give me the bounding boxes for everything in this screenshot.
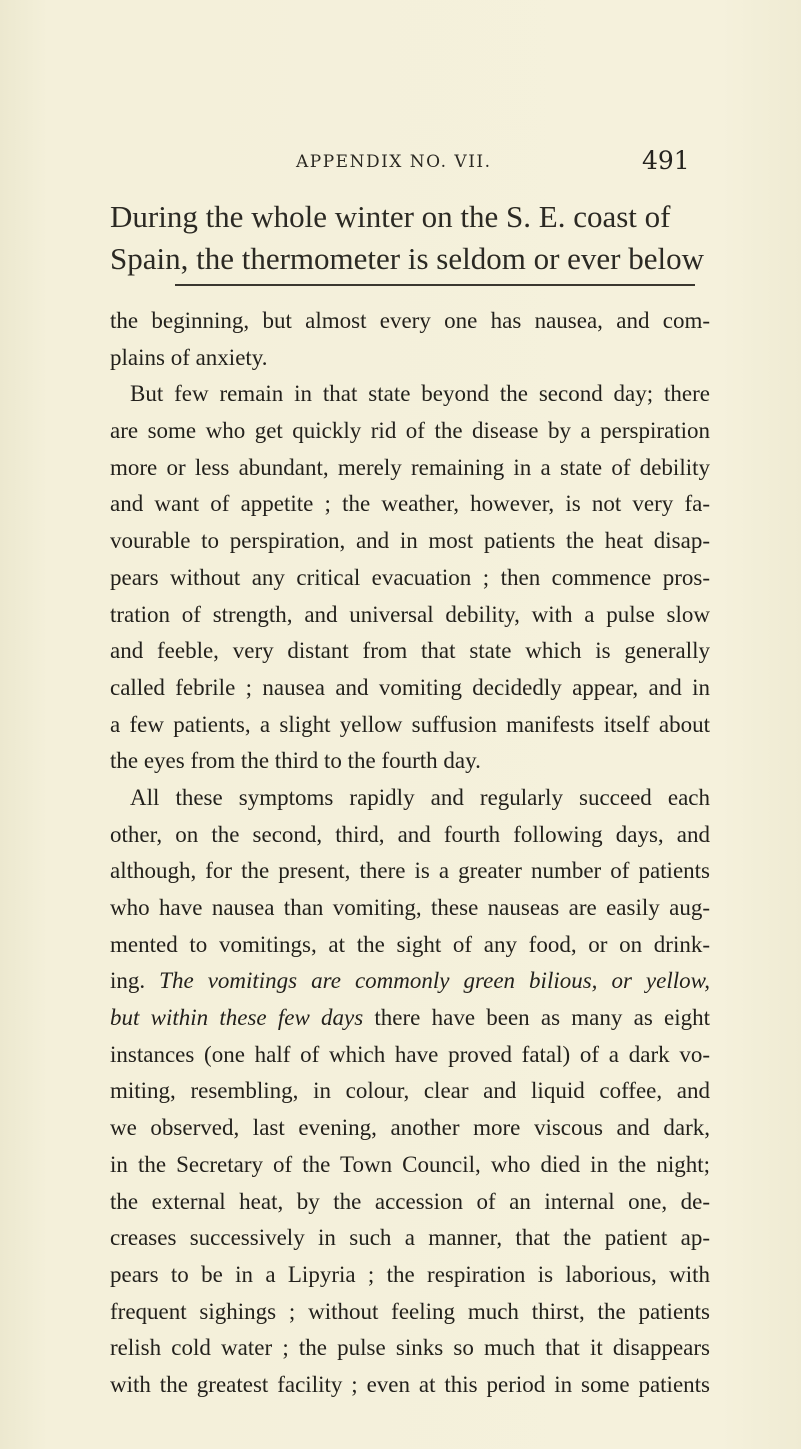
upper-text-line: During the whole winter on the S. E. coast of [110, 199, 671, 234]
upper-text-fragment [110, 196, 720, 280]
upper-text-line: Spain, the thermometer is seldom or ever below [110, 241, 705, 276]
text-line: although, for the present, there is a greater number of patients [110, 858, 710, 884]
text-line: more or less abundant, merely remaining in a state of debility [110, 454, 710, 480]
text-line: pears to be in a Lipyria ; the respiration is laborious, with [110, 1261, 710, 1287]
body-text [110, 303, 710, 1404]
text-line: instances (one half of which have proved fatal) of a dark vo- [110, 1041, 710, 1067]
text-line: plains of anxiety. [110, 344, 268, 370]
text-line: relish cold water ; the pulse sinks so much that it disappears [110, 1335, 710, 1361]
text-line: frequent sighings ; without feeling much thirst, the patients [110, 1298, 710, 1324]
italic-text: The vomitings are commonly green bilious, or yellow, [159, 968, 710, 994]
text-line: the external heat, by the accession of an internal one, de- [110, 1188, 710, 1214]
text-line: tration of strength, and universal debility, with a pulse slow [110, 601, 710, 627]
text-line: pears without any critical evacuation ; then commence pros- [110, 564, 710, 590]
text-line: the eyes from the third to the fourth day. [110, 748, 481, 774]
text-line: the beginning, but almost every one has nausea, and com- [110, 308, 710, 333]
italic-text: but within these few days [110, 1005, 364, 1031]
text-line [110, 1000, 710, 1037]
text-line: called febrile ; nausea and vomiting decidedly appear, and in [110, 674, 710, 700]
page-number: 491 [642, 146, 690, 175]
text-line: miting, resembling, in colour, clear and liquid coffee, and [110, 1078, 710, 1104]
text-span: there have been as many as eight [363, 1005, 710, 1031]
text-line: mented to vomitings, at the sight of any food, or on drink- [110, 931, 710, 957]
page-header [296, 148, 696, 180]
horizontal-rule [175, 284, 695, 286]
text-line: All these symptoms rapidly and regularly succeed each [130, 784, 710, 810]
text-line: creases successively in such a manner, that the patient ap- [110, 1225, 710, 1251]
text-line: who have nausea than vomiting, these nauseas are easily aug- [110, 895, 710, 920]
text-line: are some who get quickly rid of the disease by a perspiration [110, 418, 710, 444]
text-line: other, on the second, third, and fourth following days, and [110, 821, 710, 847]
text-line: with the greatest facility ; even at this period in some patients [110, 1371, 710, 1397]
text-line: we observed, last evening, another more viscous and dark, [110, 1115, 710, 1141]
text-span: ing. [110, 968, 160, 994]
text-line: But few remain in that state beyond the second day; there [130, 381, 710, 407]
text-line: and want of appetite ; the weather, however, is not very fa- [110, 491, 710, 517]
running-head: APPENDIX NO. VII. [296, 152, 492, 172]
text-line: a few patients, a slight yellow suffusion manifests itself about [110, 711, 710, 737]
text-line [110, 963, 710, 1000]
text-line: vourable to perspiration, and in most patients the heat disap- [110, 528, 710, 554]
text-line: in the Secretary of the Town Council, who died in the night; [110, 1151, 710, 1177]
text-line: and feeble, very distant from that state which is generally [110, 638, 710, 664]
